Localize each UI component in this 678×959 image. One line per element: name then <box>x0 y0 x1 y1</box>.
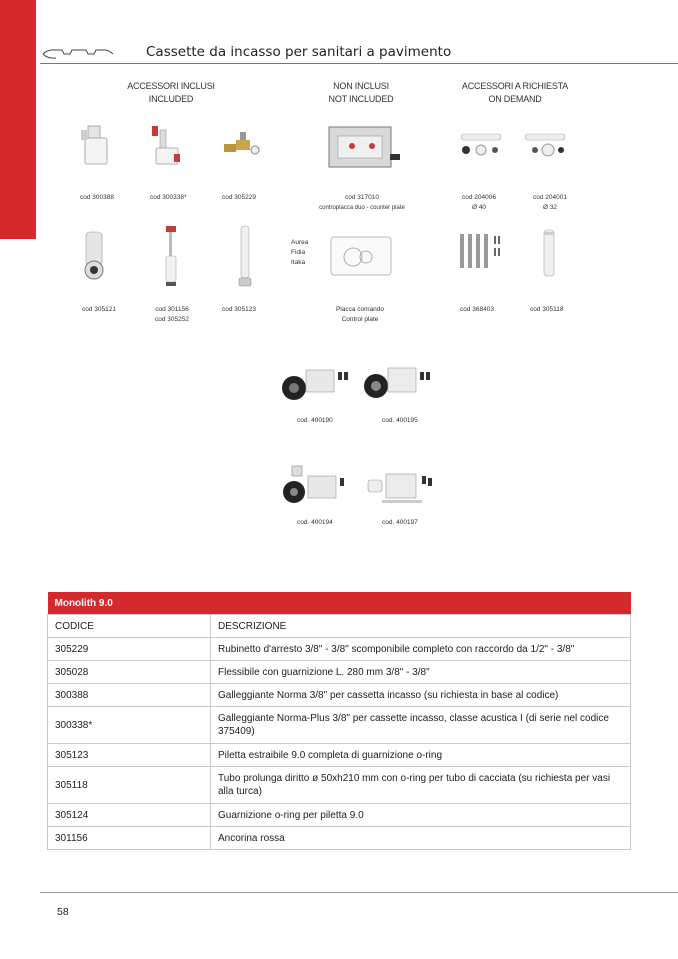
caption-400195: cod. 400195 <box>382 417 418 424</box>
cell-description: Piletta estraibile 9.0 completa di guarnizione o-ring <box>211 744 631 767</box>
table-row <box>48 744 631 767</box>
kit-400195-image <box>360 362 436 406</box>
caption-368403: cod 368403 <box>460 306 494 313</box>
column-header-description: DESCRIZIONE <box>211 615 631 638</box>
control-plate-image <box>330 236 392 276</box>
page-title: Cassette da incasso per sanitari a pavimento <box>146 44 452 60</box>
table-row <box>48 804 631 827</box>
kit-400197-image <box>362 466 438 510</box>
cell-description: Ancorina rossa <box>211 827 631 850</box>
side-accent-bar <box>0 0 36 239</box>
group-included-heading: ACCESSORI INCLUSI INCLUDED <box>127 81 215 104</box>
parts-table <box>47 592 631 850</box>
footer-divider <box>40 892 678 893</box>
caption-305229: cod 305229 <box>222 194 256 201</box>
table-title: Monolith 9.0 <box>48 592 211 615</box>
cell-description: Galleggiante Norma-Plus 3/8" per cassette incasso, classe acustica I (di serie nel codice 375409) <box>211 707 631 744</box>
table-header-row <box>48 615 631 638</box>
cell-description: Tubo prolunga diritto ø 50xh210 mm con o-ring per tubo di cacciata (su richiesta per vasi alla turca) <box>211 767 631 804</box>
cell-description: Flessibile con guarnizione L. 280 mm 3/8" - 3/8" <box>211 661 631 684</box>
table-row <box>48 661 631 684</box>
page-number: 58 <box>57 906 69 918</box>
table-row <box>48 684 631 707</box>
drain-outlet-image <box>80 230 108 282</box>
caption-204006: cod 204006 Ø 40 <box>462 194 496 211</box>
removable-drain-image <box>236 224 254 290</box>
cell-code: 305118 <box>48 767 211 804</box>
caption-300338: cod 300338* <box>150 194 187 201</box>
table-title-spacer <box>211 592 631 615</box>
float-valve-plus-image <box>148 124 184 170</box>
cell-code: 300338* <box>48 707 211 744</box>
header-divider <box>40 63 678 64</box>
red-anchor-image <box>160 224 184 290</box>
table-row <box>48 767 631 804</box>
caption-204001: cod 204001 Ø 32 <box>533 194 567 211</box>
extension-pipe-image <box>540 228 558 280</box>
table-row <box>48 707 631 744</box>
table-row <box>48 827 631 850</box>
caption-control-plate: Placca comando Control plate <box>335 306 385 323</box>
cell-description: Guarnizione o-ring per piletta 9.0 <box>211 804 631 827</box>
caption-317010: cod 317010 controplacca duo - counter plate <box>319 194 405 211</box>
cell-code: 301156 <box>48 827 211 850</box>
group-on-demand-heading: ACCESSORI A RICHIESTA ON DEMAND <box>461 81 569 104</box>
caption-301156-305252: cod 301156 cod 305252 <box>155 306 189 323</box>
caption-305121: cod 305121 <box>82 306 116 313</box>
cell-description: Galleggiante Norma 3/8" per cassetta incasso (su richiesta in base al codice) <box>211 684 631 707</box>
cell-code: 305028 <box>48 661 211 684</box>
pipe-40-image <box>457 130 505 158</box>
cell-code: 305229 <box>48 638 211 661</box>
stop-valve-image <box>222 130 262 160</box>
cell-code: 300388 <box>48 684 211 707</box>
plate-names: Aurea Fidia Itaka <box>291 239 309 266</box>
caption-400194: cod. 400194 <box>297 519 333 526</box>
table-row <box>48 638 631 661</box>
column-header-code: CODICE <box>48 615 211 638</box>
cell-code: 305124 <box>48 804 211 827</box>
cistern-outline-icon <box>42 46 114 62</box>
kit-400194-image <box>278 464 354 508</box>
caption-305123: cod 305123 <box>222 306 256 313</box>
caption-300388: cod 300388 <box>80 194 114 201</box>
pipe-32-image <box>521 130 569 158</box>
cell-description: Rubinetto d'arresto 3/8" - 3/8" scomponibile completo con raccordo da 1/2" - 3/8" <box>211 638 631 661</box>
fixing-kit-image <box>458 232 504 272</box>
caption-305118: cod 305118 <box>530 306 564 313</box>
caption-400190: cod. 400190 <box>297 417 333 424</box>
cell-code: 305123 <box>48 744 211 767</box>
counter-plate-image <box>326 124 402 172</box>
group-not-included-heading: NON INCLUSI NOT INCLUDED <box>328 81 394 104</box>
caption-400197: cod. 400197 <box>382 519 418 526</box>
float-valve-image <box>78 124 114 170</box>
kit-400190-image <box>278 362 354 406</box>
